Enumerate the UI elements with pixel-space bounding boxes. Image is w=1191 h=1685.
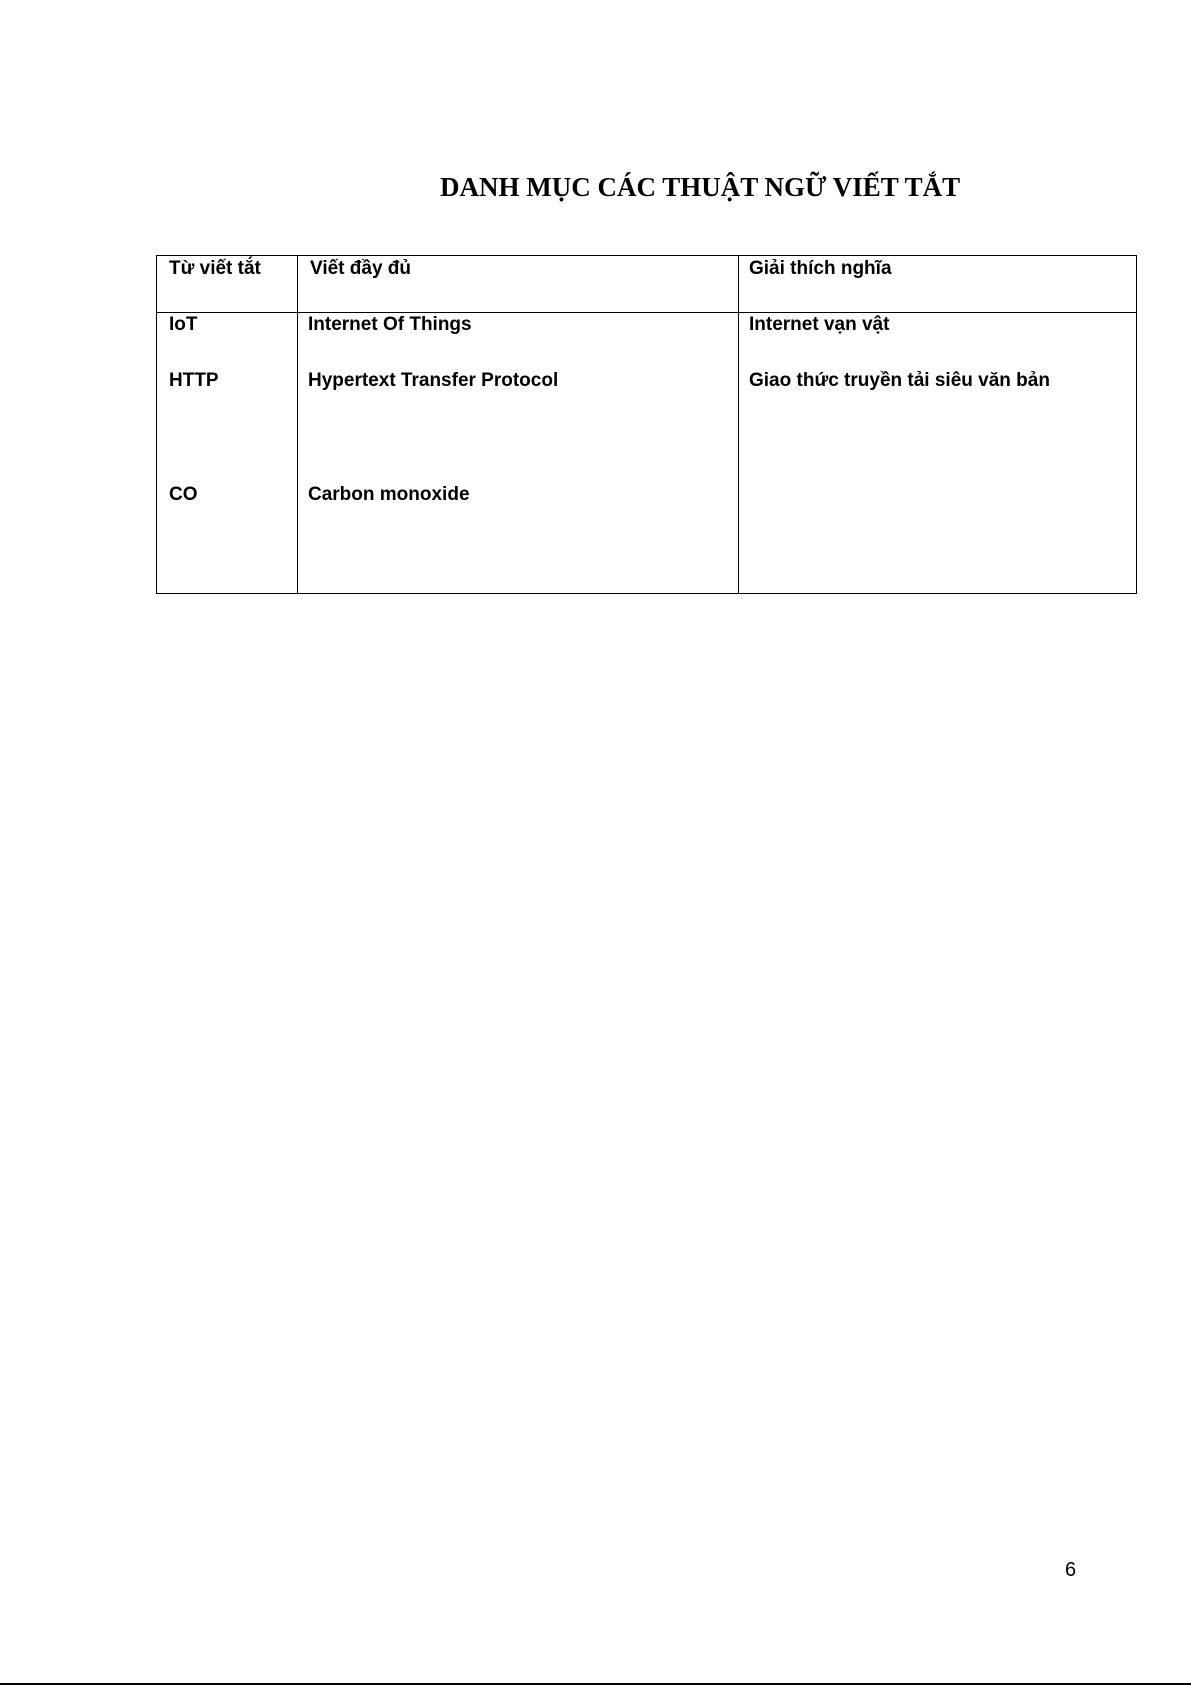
table-header-row xyxy=(157,256,1137,313)
meaning-entry: Giao thức truyền tải siêu văn bản xyxy=(749,370,1050,391)
table-body xyxy=(157,313,1137,594)
abbreviation-entry: CO xyxy=(169,484,198,505)
table-body-row xyxy=(157,313,1137,594)
header-cell-abbreviation xyxy=(157,256,298,313)
abbreviation-column-cell xyxy=(157,313,298,594)
full-form-entry: Internet Of Things xyxy=(308,314,472,335)
full-form-entry: Carbon monoxide xyxy=(308,484,470,505)
abbreviation-entry: IoT xyxy=(169,314,198,335)
abbreviation-table xyxy=(156,255,1137,594)
header-cell-meaning xyxy=(739,256,1137,313)
table-header xyxy=(157,256,1137,313)
header-label-abbreviation: Từ viết tắt xyxy=(169,258,261,279)
abbreviation-entry: HTTP xyxy=(169,370,219,391)
full-form-entry: Hypertext Transfer Protocol xyxy=(308,370,559,391)
full-form-column-cell xyxy=(298,313,739,594)
meaning-column-cell xyxy=(739,313,1137,594)
header-label-meaning: Giải thích nghĩa xyxy=(749,258,892,279)
page-number: 6 xyxy=(1065,1559,1077,1581)
page-title: DANH MỤC CÁC THUẬT NGỮ VIẾT TẮT xyxy=(440,172,961,202)
meaning-entry: Internet vạn vật xyxy=(749,314,890,335)
header-cell-full-form xyxy=(298,256,739,313)
header-label-full-form: Viết đầy đủ xyxy=(310,258,412,279)
